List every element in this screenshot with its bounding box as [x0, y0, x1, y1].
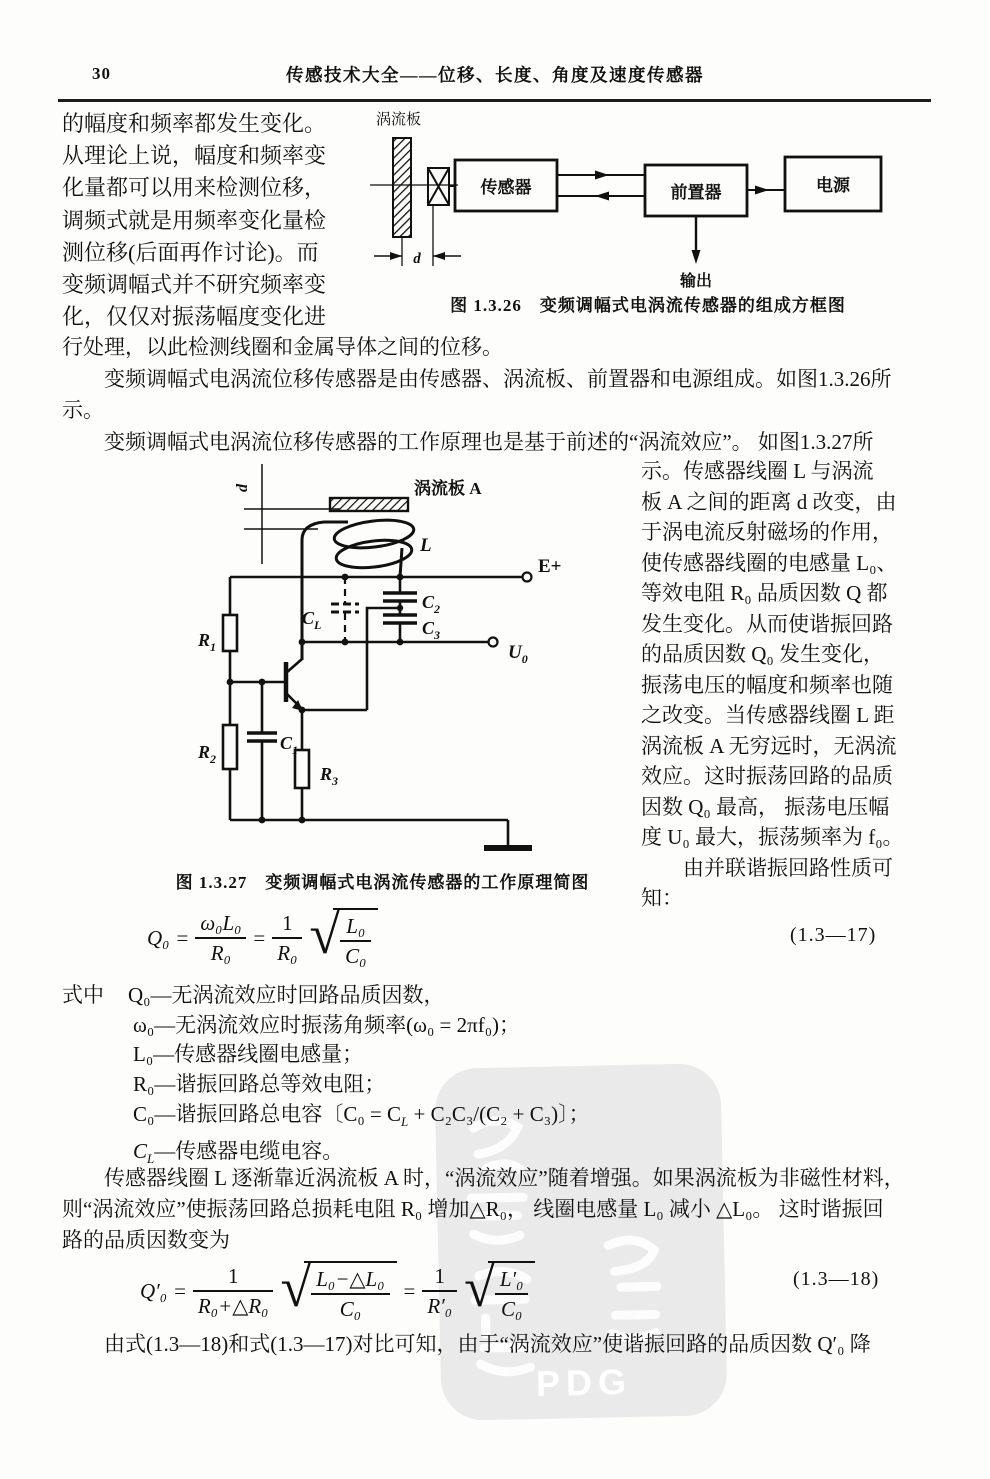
text-line: 之改变。当传感器线圈 L 距 [641, 703, 895, 727]
header-rule [58, 99, 931, 102]
text-line: 则“涡流效应”使振荡回路总损耗电阻 R₀ 增加△R₀， 线圈电感量 L₀ 减小 △L₀。 这时谐振回 [62, 1197, 884, 1221]
radical-sign: √ [280, 1256, 312, 1319]
defs-lead: 式中 [62, 983, 104, 1007]
def-row-r0: R₀—谐振回路总等效电阻； [133, 1072, 386, 1097]
fig27-supply-rail [230, 573, 532, 582]
fig27-c3-label: $C_3$ [422, 618, 441, 642]
text-line: 发生变化。从而使谐振回路 [641, 611, 893, 636]
fig27-capacitor-c3 [383, 615, 417, 642]
fig26-power-label: 电源 [816, 176, 850, 195]
fig27-r2-label: $R_2$ [198, 742, 217, 766]
fig27-r3-label: $R_3$ [320, 764, 339, 788]
eq17-lhs: Q₀ [147, 925, 170, 950]
intro-paragraph [62, 108, 354, 333]
text-line: 化，仅仅对振荡幅度变化进 [62, 304, 327, 330]
equals-sign: = [253, 925, 266, 950]
fig26-caption: 图 1.3.26 变频调幅式电涡流传感器的组成方框图 [450, 296, 846, 315]
fig27-c2-label: $C_2$ [422, 592, 441, 616]
fig26-gap-dimension [374, 205, 461, 267]
fig27-ground [230, 817, 532, 848]
def-row-cl: $C_L—$传感器电缆电容。 [133, 1138, 344, 1166]
text-line: 变频调幅式并不研究频率变 [62, 272, 327, 298]
page-number: 30 [92, 64, 111, 83]
text-line: 振荡电压的幅度和频率也随 [641, 672, 893, 697]
figure-1-3-26-block-diagram [362, 104, 934, 294]
fig26-plate-label: 涡流板 [376, 112, 422, 128]
fig26-gap-label: d [413, 251, 421, 267]
fig26-output-label: 输出 [679, 273, 713, 290]
eq17-fraction-2: $\frac{1}{\text{R₀}}$ [272, 911, 302, 965]
right-column-paragraph [641, 456, 941, 914]
eq18-fraction-2: $\frac{1}{\text{R′₀}}$ [422, 1264, 457, 1318]
fig26-output-arrow [692, 216, 701, 264]
def-row-c0: C₀—谐振回路总电容〔$C_0 = C_L + C_2C_3/(C_2 + C_3)$〕； [133, 1101, 590, 1129]
text-line: 的幅度和频率都发生变化。 [62, 111, 327, 136]
text-line: 的品质因数 Q₀ 发生变化， [641, 642, 884, 666]
def-row-l0: L₀—传感器线圈电感量； [133, 1042, 364, 1067]
fig27-resistor-r1 [223, 577, 237, 682]
fig27-supply-label: E+ [538, 556, 562, 577]
formula-definitions [62, 981, 590, 1174]
fig27-caption: 图 1.3.27 变频调幅式电涡流传感器的工作原理简图 [175, 873, 590, 892]
fig26-sensor-preamp-links [557, 171, 645, 201]
body-paragraph-1 [62, 332, 936, 458]
fig27-capacitor-c1 [247, 679, 277, 820]
text-line: 效应。这时振荡回路的品质 [641, 764, 893, 788]
def-row-omega0: ω₀—无涡流效应时振荡角频率(ω₀ = 2πf₀)； [133, 1012, 521, 1037]
equals-sign: = [176, 925, 189, 950]
eq18-fraction-1: $\frac{1}{\text{R₀+△R₀}}$ [193, 1264, 274, 1318]
book-title: 传感技术大全——位移、长度、角度及速度传感器 [286, 65, 704, 85]
eq17-fraction-1: $\frac{\text{ω₀L₀}}{\text{R₀}}$ [195, 911, 246, 965]
fig27-resistor-r2 [223, 679, 237, 820]
eq18-lhs: Q′₀ [140, 1278, 168, 1303]
text-line: 度 U₀ 最大，振荡频率为 f₀。 [641, 825, 904, 849]
text-line: 化量都可以用来检测位移， [62, 175, 327, 201]
eq17-radical: √ $\frac{\text{L₀}}{\text{C₀}}$ [309, 908, 378, 968]
def-row-q0: 式中 Q₀—无涡流效应时回路品质因数， [62, 983, 445, 1007]
body-paragraph-2 [62, 1163, 938, 1256]
radical-sign: √ [309, 903, 341, 966]
text-line: 等效电阻 R₀ 品质因数 Q 都 [641, 581, 888, 605]
text-line: 传感器线圈 L 逐渐靠近涡流板 A 时，“涡流效应”随着增强。如果涡流板为非磁性材料， [62, 1166, 905, 1190]
fig27-gap-label: d [234, 484, 251, 492]
fig27-uo-label: $U_0$ [508, 642, 528, 666]
fig27-eddy-plate [330, 498, 408, 511]
fig27-cl-label: $C_L$ [302, 608, 322, 632]
text-line: 使传感器线圈的电感量 L₀、 [641, 550, 898, 575]
body-paragraph-3: 由式(1.3—18)和式(1.3—17)对比可知，由于“涡流效应”使谐振回路的品质因数 Q′₀ 降 [62, 1332, 871, 1356]
eq18-radical-1: √ $\frac{\text{L₀−△L₀}}{\text{C₀}}$ [280, 1261, 396, 1321]
text-line: 因数 Q₀ 最高， 振荡电压幅 [641, 794, 890, 819]
fig26-probe-coil [428, 168, 455, 205]
fig27-r1-label: $R_1$ [198, 630, 217, 654]
fig27-gap-dimension [234, 464, 340, 564]
fig27-plate-label: 涡流板 A [414, 479, 482, 498]
text-line: 板 A 之间的距离 d 改变，由 [641, 489, 897, 514]
text-line: 行处理，以此检测线圈和金属导体之间的位移。 [62, 335, 503, 359]
equation-1-3-18 [140, 1250, 535, 1332]
fig26-eddy-plate [393, 138, 411, 237]
fig27-capacitor-cl [331, 577, 359, 642]
text-line: 从理论上说，幅度和频率变 [62, 143, 327, 169]
figure-1-3-27-circuit-diagram [150, 452, 632, 864]
fig26-sensor-label: 传感器 [480, 178, 532, 197]
eq18-radical-2: √ $\frac{\text{L′₀}}{\text{C₀}}$ [464, 1261, 535, 1321]
text-line: 知： [641, 886, 683, 910]
radical-sign: √ [464, 1256, 495, 1319]
fig27-coil-label: L [420, 535, 432, 556]
text-line: 路的品质因数变为 [62, 1228, 230, 1252]
equals-sign: = [403, 1278, 416, 1303]
fig27-c1-label: $C_1$ [280, 733, 299, 757]
fig26-preamp-power-link [747, 186, 785, 195]
fig27-coil [302, 516, 415, 660]
text-line: 涡流板 A 无穷远时，无涡流 [641, 733, 897, 758]
text-line: 测位移(后面再作讨论)。而 [62, 239, 319, 265]
text-line: 示。传感器线圈 L 与涡流 [641, 459, 874, 483]
watermark-pdg-text: PDG [535, 1360, 633, 1404]
fig27-transistor [230, 659, 303, 711]
equation-1-3-17 [147, 901, 378, 975]
equals-sign: = [174, 1278, 186, 1303]
eq18-number: (1.3—18) [793, 1268, 880, 1290]
text-line: 于涡电流反射磁场的作用， [641, 520, 893, 544]
text-line: 调频式就是用频率变化量检 [62, 207, 327, 233]
text-line: 变频调幅式电涡流位移传感器是由传感器、涡流板、前置器和电源组成。如图1.3.26所 [62, 366, 892, 391]
text-line: 变频调幅式电涡流位移传感器的工作原理也是基于前述的“涡流效应”。 如图1.3.27所 [62, 429, 874, 454]
eq17-number: (1.3—17) [790, 924, 877, 946]
text-line: 由并联谐振回路性质可 [641, 855, 893, 880]
text-line: 示。 [62, 398, 104, 423]
fig26-preamp-label: 前置器 [670, 183, 722, 202]
fig27-output-rail [299, 638, 498, 647]
fig27-feedback-wire [367, 605, 403, 710]
